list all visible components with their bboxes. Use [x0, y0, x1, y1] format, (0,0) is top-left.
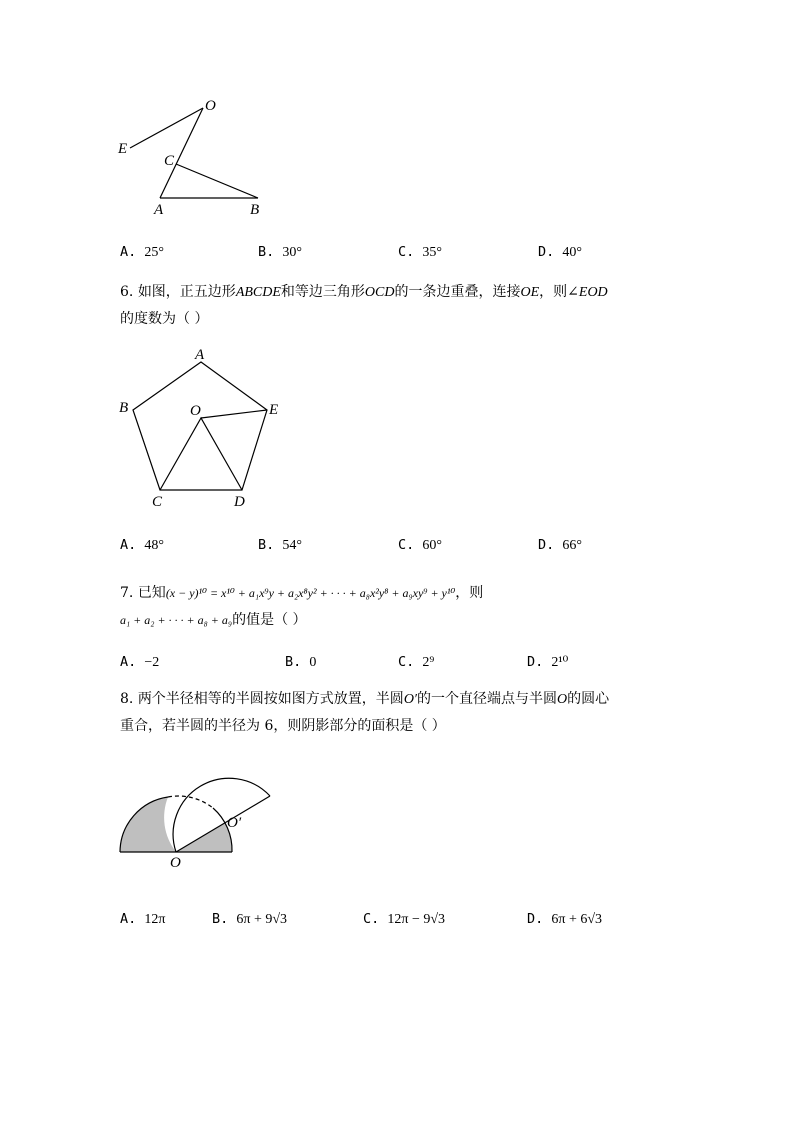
- q5-option-a[interactable]: A. 25°: [120, 244, 165, 260]
- label-E: E: [118, 141, 128, 157]
- label-C: C: [152, 494, 163, 510]
- q7-option-b[interactable]: B. 0: [285, 654, 317, 670]
- q8-option-a[interactable]: A. 12π: [120, 911, 166, 927]
- label-D: D: [234, 494, 245, 510]
- label-O: O: [190, 403, 201, 419]
- q7-option-a[interactable]: A. −2: [120, 654, 160, 670]
- label-O-prime: O′: [227, 815, 242, 831]
- q7-option-c[interactable]: C. 2⁹: [398, 654, 435, 670]
- label-B: B: [119, 400, 129, 416]
- q6-option-d[interactable]: D. 66°: [538, 537, 583, 553]
- q6-stem: 6. 如图，正五边形ABCDE和等边三角形OCD的一条边重叠，连接OE，则∠EOD 的度数为（ ）: [120, 284, 608, 327]
- q7-stem: 7. 已知(x − y)¹⁰ = x¹⁰ + a₁x⁹y + a₂x⁸y² + · · · + a₈x²y⁸ + a₉xy⁹ + y¹⁰，则 a₁ + a₂ + · · · + a₈ + a₉的值是（ ）: [120, 585, 484, 628]
- label-O: O: [205, 98, 216, 114]
- q6-option-a[interactable]: A. 48°: [120, 537, 165, 553]
- q8-option-d[interactable]: D. 6π + 6√3: [527, 911, 603, 927]
- q5-option-c[interactable]: C. 35°: [398, 244, 443, 260]
- q6-figure: [110, 340, 300, 515]
- q7-option-d[interactable]: D. 2¹⁰: [527, 654, 569, 670]
- q5-figure: [110, 90, 280, 220]
- q6-option-c[interactable]: C. 60°: [398, 537, 443, 553]
- label-E: E: [269, 402, 279, 418]
- label-C: C: [164, 153, 175, 169]
- q6-option-b[interactable]: B. 54°: [258, 537, 303, 553]
- label-O: O: [170, 855, 181, 871]
- q5-option-d[interactable]: D. 40°: [538, 244, 583, 260]
- q8-option-c[interactable]: C. 12π − 9√3: [363, 911, 446, 927]
- q8-stem: 8. 两个半径相等的半圆按如图方式放置，半圆O′的一个直径端点与半圆O的圆心 重合，若半圆的半径为 6，则阴影部分的面积是（ ）: [120, 691, 610, 734]
- q8-option-b[interactable]: B. 6π + 9√3: [212, 911, 288, 927]
- q8-figure: [110, 755, 290, 875]
- label-A: A: [154, 202, 164, 218]
- q5-option-b[interactable]: B. 30°: [258, 244, 303, 260]
- label-A: A: [195, 347, 205, 363]
- label-B: B: [250, 202, 260, 218]
